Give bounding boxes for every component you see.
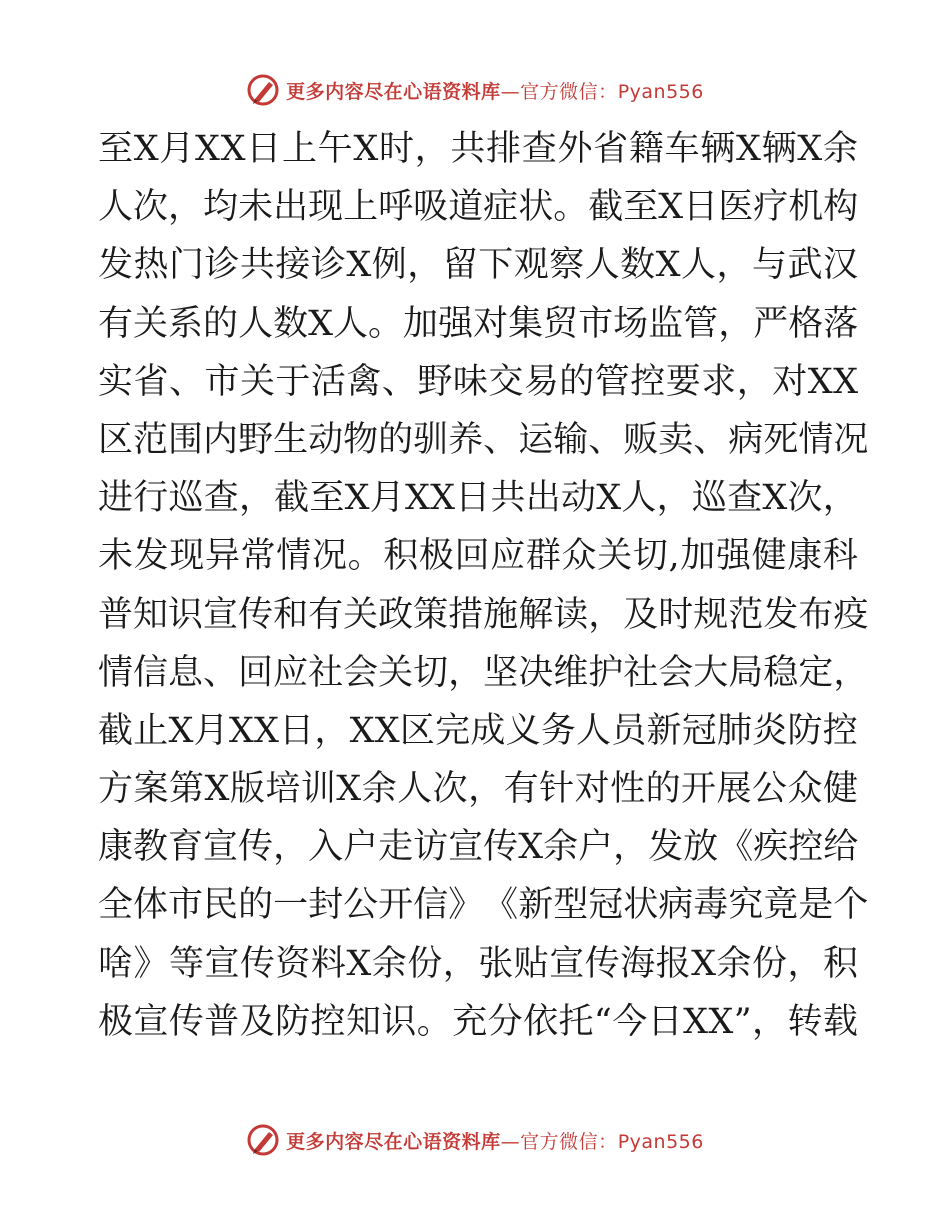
footer-wechat-label: 官方微信： <box>520 1130 618 1153</box>
body-line-7: 进 行 巡 查 ， 截 至 X 月 X X 日 共 出 动 X 人 ， 巡 查 X 次 ， <box>98 478 858 519</box>
body-line-4: 有 关 系 的 人 数 X 人 。 加 强 对 集 贸 市 场 监 管 ， 严 格 落 <box>98 303 859 344</box>
header-wechat-id: Pyan556 <box>617 80 704 103</box>
header-banner-text <box>286 77 704 104</box>
body-line-1: 至 X 月 X X 日 上 午 X 时 ， 共 排 查 外 省 籍 车 辆 X 辆 X 余 <box>98 129 858 169</box>
body-line-6: 区 范 围 内 野 生 动 物 的 驯 养 、 运 输 、 贩 卖 、 病 死 情 况 <box>98 419 869 460</box>
body-line-14: 全 体 市 民 的 一 封 公 开 信 》 《 新 型 冠 状 病 毒 究 竟 是 个 <box>98 885 869 926</box>
body-line-9: 普 知 识 宣 传 和 有 关 政 策 措 施 解 读 ， 及 时 规 范 发 布 疫 <box>98 594 869 635</box>
header-separator: — <box>500 80 521 103</box>
body-line-12: 方 案 第 X 版 培 训 X 余 人 次 ， 有 针 对 性 的 开 展 公 众 健 <box>98 769 858 810</box>
footer-banner <box>0 1120 950 1160</box>
body-line-5: 实 省 、 市 关 于 活 禽 、 野 味 交 易 的 管 控 要 求 ， 对 X X <box>98 361 858 402</box>
body-line-3: 发 热 门 诊 共 接 诊 X 例 ， 留 下 观 察 人 数 X 人 ， 与 武 汉 <box>98 245 858 286</box>
footer-separator: — <box>500 1130 521 1153</box>
pen-circle-logo-icon <box>246 1123 280 1157</box>
body-line-2: 人 次 ， 均 未 出 现 上 呼 吸 道 症 状 。 截 至 X 日 医 疗 机 构 <box>98 187 859 228</box>
footer-site-name: 更多内容尽在心语资料库 <box>286 1130 501 1153</box>
header-site-name: 更多内容尽在心语资料库 <box>286 80 501 103</box>
pen-circle-logo-icon <box>246 73 280 107</box>
body-line-16: 极 宣 传 普 及 防 控 知 识 。 充 分 依 托 “ 今 日 X X ” ， 转 载 <box>98 1001 858 1042</box>
document-body <box>98 120 869 1051</box>
header-banner <box>0 70 950 110</box>
body-line-13: 康 教 育 宣 传 ， 入 户 走 访 宣 传 X 余 户 ， 发 放 《 疾 控 给 <box>98 827 859 868</box>
body-line-11: 截 止 X 月 X X 日 ， X X 区 完 成 义 务 人 员 新 冠 肺 炎 防 控 <box>98 710 858 751</box>
body-line-15: 啥 》 等 宣 传 资 料 X 余 份 ， 张 贴 宣 传 海 报 X 余 份 ， 积 <box>98 943 858 984</box>
body-line-8: 未 发 现 异 常 情 况 。 积 极 回 应 群 众 关 切 , 加 强 健 康 科 <box>98 536 858 577</box>
header-wechat-label: 官方微信： <box>520 80 618 103</box>
footer-wechat-id: Pyan556 <box>617 1130 704 1153</box>
footer-banner-text <box>286 1127 704 1154</box>
body-line-10: 情 信 息 、 回 应 社 会 关 切 ， 坚 决 维 护 社 会 大 局 稳 定 ， <box>98 652 869 693</box>
